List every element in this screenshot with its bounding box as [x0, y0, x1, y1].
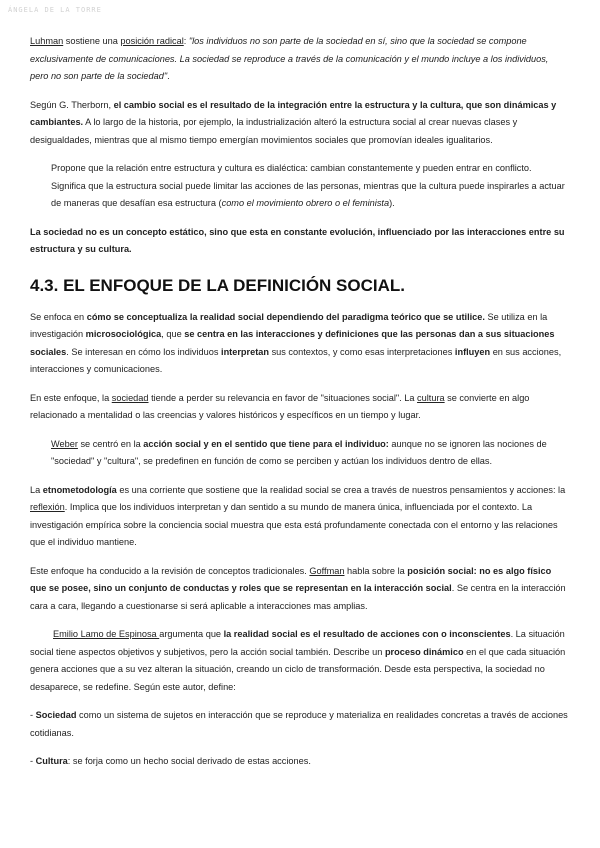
paragraph-ethnomethodology: La etnometodología es una corriente que sostiene que la realidad social se crea a través de nuestros pensamientos y acciones: la reflexión. Implica que los individuos interpretan y dan sentido a su mundo de manera única, influenciada por el contexto. La investigación empírica sobre la conciencia social muestra que esta está profundamente conectada con el entorno y las relaciones que el individuo mantiene.: [30, 484, 566, 547]
paragraph-goffman: Este enfoque ha conducido a la revisión de conceptos tradicionales. Goffman habla sobre la posición social: no es algo físico que se posee, sino un conjunto de conductas y roles que se representan en la interacción social. Se centra en la interacción cara a cara, llegando a cuestionarse si será aplicable a interacciones mas amplias.: [30, 565, 566, 611]
paragraph-therborn: Según G. Therborn, el cambio social es el resultado de la integración entre la estructura y la cultura, que son dinámicas y cambiantes. A lo largo de la historia, por ejemplo, la industrialización alteró la estructura social al crear nuevas clases y desigualdades, mientras que al mismo tiempo emergían movimientos sociales que promovían ideales igualitarios.: [30, 99, 557, 145]
paragraph-lamo-de-espinosa: Emilio Lamo de Espinosa argumenta que la realidad social es el resultado de acciones con o inconscientes. La situación social tiene aspectos objetivos y subjetivos, pero la acción social también. Describe un proceso dinámico en el que cada situación genera acciones que a su vez alteran la situación, creando un ciclo de transformación. Desde esta perspectiva, la sociedad no desaparece, se redefine. Según este autor, define:: [30, 629, 566, 692]
paragraph-approach: En este enfoque, la sociedad tiende a perder su relevancia en favor de "situaciones social". La cultura se convierte en algo relacionado a mentalidad o las creencias y valores históricos y específicos en un tiempo y lugar.: [30, 392, 530, 420]
author-goffman: Goffman: [309, 565, 345, 576]
paragraph-focus: Se enfoca en cómo se conceptualiza la realidad social dependiendo del paradigma teórico que se utilice. Se utiliza en la investigación microsociológica, que se centra en las interacciones y definiciones que las personas dan a sus situaciones sociales. Se interesan en cómo los individuos interpretan sus contextos, y como esas interpretaciones influyen en sus acciones, interacciones y comunicaciones.: [30, 311, 562, 374]
term-sociedad: sociedad: [111, 392, 149, 403]
author-luhman: Luhman: [30, 36, 64, 46]
example-movements: como el movimiento obrero o el feminista: [221, 198, 390, 208]
paragraph-luhman: Luhman sostiene una posición radical: "los individuos no son parte de la sociedad en sí, sino que la sociedad se compone exclusivamente de comunicaciones. La sociedad se reproduce a través de la comunicación y el mundo incluye a los individuos, pero no son parte de la sociedad".: [30, 36, 549, 81]
author-weber: Weber: [51, 438, 78, 449]
luhman-quote: "los individuos no son parte de la sociedad en sí, sino que la sociedad se compone exclusivamente de comunicaciones. La sociedad se reproduce a través de la comunicación y el mundo incluye a los individuos, pero no son parte de la sociedad": [30, 36, 549, 81]
paragraph-weber: Weber se centró en la acción social y en el sentido que tiene para el individuo: aunque no se ignoren las nociones de "sociedad" y "cultura", se predefinen en función de como se perciben y actúan los individuos dentro de ellas.: [51, 438, 547, 466]
list-item-sociedad: - Sociedad como un sistema de sujetos en interacción que se reproduce y materializa en realidades concretas a través de acciones cotidianas.: [30, 710, 568, 738]
document-body: [30, 33, 568, 771]
term-reflexion: reflexión: [30, 502, 65, 512]
list-item-cultura: - Cultura: se forja como un hecho social derivado de estas acciones.: [30, 756, 311, 766]
author-lamo-de-espinosa: Emilio Lamo de Espinosa: [53, 629, 160, 639]
paragraph-society-evolution: La sociedad no es un concepto estático, sino que esta en constante evolución, influenciado por las interacciones entre su estructura y su cultura.: [30, 226, 565, 254]
therborn-thesis: el cambio social es el resultado de la integración entre la estructura y la cultura, que son dinámicas y cambiantes.: [30, 99, 557, 127]
author-header: ÁNGELA DE LA TORRE: [8, 6, 102, 14]
radical-position: posición radical: [120, 36, 184, 46]
term-cultura: cultura: [417, 392, 445, 403]
section-heading: 4.3. EL ENFOQUE DE LA DEFINICIÓN SOCIAL.: [30, 275, 405, 295]
paragraph-dialectic: Propone que la relación entre estructura y cultura es dialéctica: cambian constantemente y pueden entrar en conflicto. Significa que la estructura social puede limitar las acciones de las personas, mientras que la cultura puede inspirarles a actuar de maneras que desafían esa estructura (como el movimiento obrero o el feminista).: [51, 163, 565, 208]
